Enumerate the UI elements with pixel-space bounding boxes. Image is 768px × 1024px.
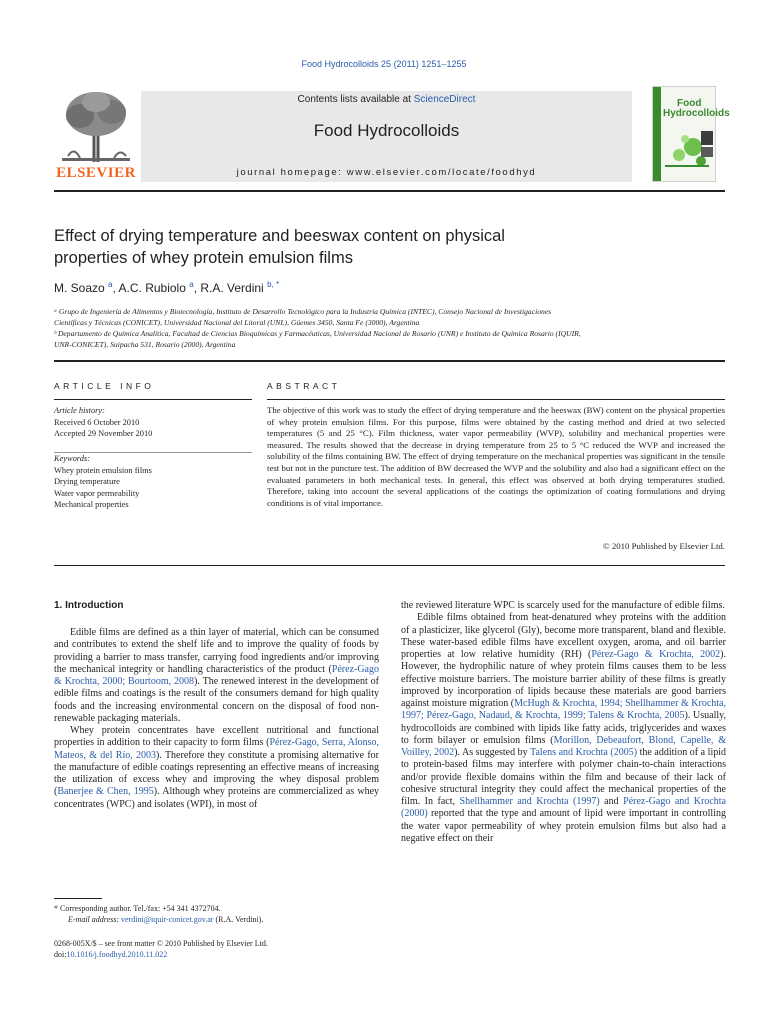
article-info-rule (54, 399, 252, 400)
keyword: Mechanical properties (54, 500, 129, 509)
cover-title: Food Hydrocolloids (663, 98, 730, 119)
paragraph: the reviewed literature WPC is scarcely used for the manufacture of edible films. (401, 600, 725, 611)
issn-line: 0268-005X/$ – see front matter © 2010 Published by Elsevier Ltd. (54, 939, 268, 948)
journal-cover-thumbnail[interactable] (652, 86, 730, 182)
citation-link[interactable]: Pérez-Gago & Krochta, 2002 (591, 649, 721, 660)
section-heading-introduction: 1. Introduction (54, 600, 124, 611)
sciencedirect-link[interactable]: ScienceDirect (413, 94, 476, 105)
paragraph: Edible films are defined as a thin layer of material, which can be consumed and contributes to extend the shelf life and to improve the quality of foods by providing a barrier to mass transfer, carrying food ingredients and/or improving the mechanical integrity or handling characteristics of the product (Pérez-Gago & Krochta, 2000; Bourtoom, 2008). The renewed interest in the development of edible films and coatings is the result of the consumers demand for high quality foods and the increasing environmental concern on the disposal of food non-renewable packaging materials. (54, 627, 379, 724)
citation-link[interactable]: Pérez-Gago and Krochta (2000) (401, 796, 726, 820)
body-column-left (54, 627, 379, 811)
affiliation-b-line2: UNR-CONICET), Suipacha 531, Rosario (2000), Argentina (54, 340, 236, 349)
doi-link[interactable]: 10.1016/j.foodhyd.2010.11.022 (66, 950, 168, 959)
article-title: Effect of drying temperature and beeswax content on physical properties of whey protein emulsion films (54, 227, 505, 267)
elsevier-wordmark: ELSEVIER (56, 165, 136, 181)
abstract-heading: ABSTRACT (267, 381, 341, 391)
journal-title: Food Hydrocolloids (313, 121, 460, 140)
affiliation-marker[interactable]: a (108, 280, 113, 289)
author-name: M. Soazo (54, 281, 105, 295)
paragraph: Whey protein concentrates have excellent nutritional and functional properties in addition to their capacity to form films (Pérez-Gago, Serra, Alonso, Mateos, & del Río, 2003). Therefore they constitute a promising alternative for the manufacture of edible coatings representing an effective means of increasing the utilization of excess whey and improving the whey disposal problem (Banerjee & Chen, 1995). Although whey proteins are commercialized as whey concentrates (WPC) and isolates (WPI), in most of (54, 725, 380, 810)
abstract-end-rule (54, 565, 725, 566)
affiliation-marker[interactable]: a (189, 280, 194, 289)
article-history (54, 405, 252, 440)
keywords-block (54, 453, 252, 511)
citation-link[interactable]: Pérez-Gago & Krochta, 2000; Bourtoom, 2008 (54, 663, 379, 687)
doi-prefix: doi: (54, 950, 67, 959)
abstract-text: The objective of this work was to study the effect of drying temperature and the beeswax (BW) content on the physical properties of whey protein emulsion films. For this purpose, films were obtained by the casting method and dried at two selected temperatures (5 and 25 °C). Film thickness, water vapor permeability (WVP), solubility and mechanical properties were measured. The results showed that the decrease in drying temperature from 25 to 5 °C reduced the WVP and increased the solubility of the films containing BW. The effect of drying temperature on the mechanical properties was significant in the tensile test but not in the puncture test. The addition of BW decreased the WVP and the solubility and also had a significant effect on the evaluated parameters in both mechanical tests. In general, this effect was observed at both drying temperatures studied. Therefore, taking into account the several applications of the coatings the optimization of coating formulations and drying conditions is of vital importance. (267, 405, 725, 508)
journal-homepage[interactable]: journal homepage: www.elsevier.com/locate/foodhyd (236, 167, 537, 178)
article-info-heading: ARTICLE INFO (54, 381, 155, 391)
journal-header-banner (141, 91, 632, 182)
citation-link[interactable]: Morillon, Debeaufort, Blond, Capelle, & Voilley, 2002 (401, 734, 726, 758)
affiliation-marker[interactable]: b, * (267, 280, 280, 289)
corresponding-author-footnote: * Corresponding author. Tel./fax: +54 341 4372704. (54, 904, 221, 913)
header-rule (54, 190, 725, 192)
abstract-rule (267, 399, 725, 400)
cover-spine-stripe (653, 87, 661, 181)
affiliation-b-line1: ᵇ Departamento de Química Analítica, Facultad de Ciencias Bioquímicas y Farmacéuticas, Universidad Nacional de Rosario (UNR) e Instituto de Química Rosario (IQUIR, (54, 329, 581, 338)
affiliation-a-line2: Científicas y Técnicas (CONICET), Universidad Nacional del Litoral (UNL), Güemes 3450, Santa Fe (3000), Argentina (54, 318, 420, 327)
doi-line (54, 949, 167, 961)
footnote-rule (54, 898, 102, 899)
body-column-right (401, 600, 726, 845)
cover-artwork (661, 121, 715, 179)
citation-link[interactable]: Talens and Krochta (2005) (530, 747, 638, 758)
section-rule (54, 360, 725, 362)
email-suffix: (R.A. Verdini). (213, 915, 264, 924)
accepted-date: Accepted 29 November 2010 (54, 429, 153, 438)
affiliation-a-line1: ᵃ Grupo de Ingeniería de Alimentos y Biotecnología, Instituto de Desarrollo Tecnológico para la Industria Química (INTEC), Consejo Nacional de Investigaciones (54, 307, 552, 316)
citation-link[interactable]: McHugh & Krochta, 1994; Shellhammer & Krochta, 1997; Pérez-Gago, Nadaud, & Krochta, 1999; Talens & Krochta, 2005 (401, 698, 726, 722)
email-label: E-mail address: (68, 915, 120, 924)
citation-link[interactable]: Pérez-Gago, Serra, Alonso, Mateos, & del Río, 2003 (54, 737, 379, 761)
keyword: Water vapor permeability (54, 488, 140, 498)
paragraph: Edible films obtained from heat-denatured whey proteins with the addition of a plasticizer, like glycerol (Gly), become more transparent, bland and flexible. These water-based edible films have excellent oxygen, aroma, and oil barrier properties at low relative humidity (RH) (Pérez-Gago & Krochta, 2002). However, the hydrophilic nature of whey protein films causes them to be less effective moisture barriers. The moisture barrier ability of these films is greatly improved by incorporation of lipids because these materials are good barriers against moisture migration (McHugh & Krochta, 1994; Shellhammer & Krochta, 1997; Pérez-Gago, Nadaud, & Krochta, 1999; Talens & Krochta, 2005). Usually, hydrocolloids are combined with lipids like fatty acids, triglycerides and waxes to form bilayer or emulsion films (Morillon, Debeaufort, Blond, Capelle, & Voilley, 2002). As suggested by Talens and Krochta (2005) the addition of a lipid to protein-based films may interfere with polymer chain-to-chain interactions and/or provide flexible domains within the film and because of their lack of cohesive structural integrity they could affect the mechanical properties of the film. In fact, Shellhammer and Krochta (1997) and Pérez-Gago and Krochta (2000) reported that the type and amount of lipid were important in controlling the water vapor permeability of whey protein emulsion films but also had a negative effect on their (401, 612, 727, 844)
citation-link[interactable]: Shellhammer and Krochta (1997) (459, 796, 600, 807)
keywords-label: Keywords: (54, 454, 90, 463)
contents-line (141, 94, 632, 105)
author-name: R.A. Verdini (200, 281, 264, 295)
contents-prefix: Contents lists available at (297, 94, 411, 105)
received-date: Received 6 October 2010 (54, 417, 140, 427)
author-name: A.C. Rubiolo (118, 281, 186, 295)
journal-reference[interactable]: Food Hydrocolloids 25 (2011) 1251–1255 (301, 59, 467, 69)
keyword: Whey protein emulsion films (54, 465, 152, 475)
author-list: M. Soazo $^a$, A.C. Rubiolo $^a$, R.A. Verdini $^{b, *}$ (54, 280, 280, 295)
keyword: Drying temperature (54, 477, 120, 486)
email-link[interactable]: verdini@iquir-conicet.gov.ar (121, 915, 214, 924)
history-label: Article history: (54, 406, 105, 415)
citation-link[interactable]: Banerjee & Chen, 1995 (57, 786, 154, 798)
copyright-line: © 2010 Published by Elsevier Ltd. (602, 541, 725, 551)
email-footnote (54, 914, 393, 926)
